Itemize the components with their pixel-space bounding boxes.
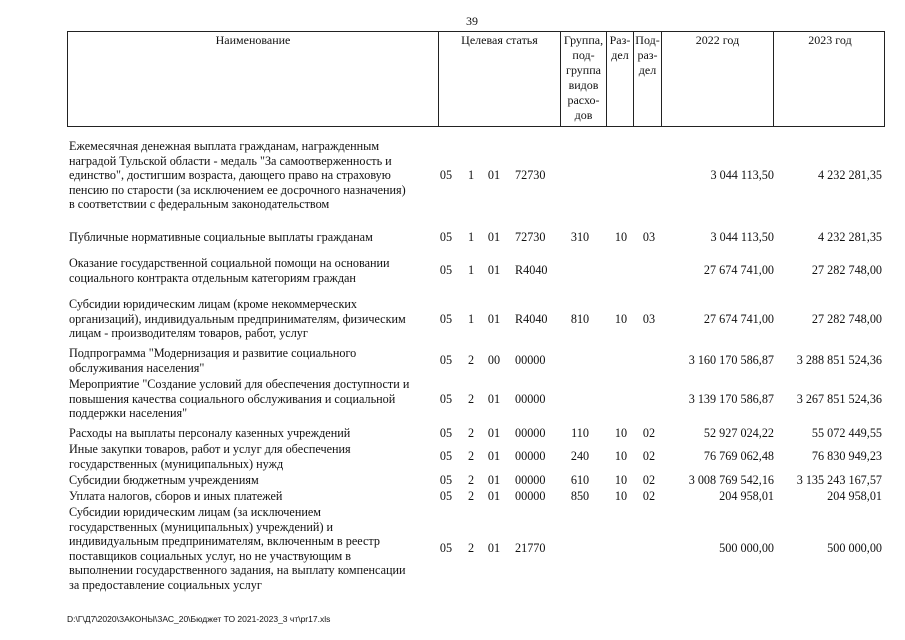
header-name	[68, 32, 439, 126]
cell-code: 00000	[515, 391, 546, 406]
cell-e: 01	[487, 473, 501, 487]
cell-e: 01	[487, 489, 501, 503]
cell-v23: 55 072 449,55	[811, 426, 882, 440]
cell-s: 1	[467, 168, 475, 182]
cell-e: 01	[487, 230, 501, 244]
cell-v23: 204 958,01	[827, 489, 882, 503]
cell-code: 72730	[515, 230, 546, 244]
row-name-line: Ежемесячная денежная выплата гражданам, награжденным	[69, 139, 380, 153]
header-2023	[774, 32, 886, 126]
cell-rz: 10	[614, 426, 628, 440]
row-name	[69, 346, 437, 375]
row-name	[69, 489, 437, 504]
row-name-line: социального контракта отдельным категориям граждан	[69, 270, 356, 285]
header-group	[561, 32, 607, 126]
row-name-line: поставщиков социальных услуг, но не участвующим в	[69, 548, 351, 563]
row-name	[69, 297, 437, 341]
cell-v23: 4 232 281,35	[818, 230, 882, 244]
cell-p: 05	[439, 489, 453, 503]
cell-grp: 310	[570, 230, 590, 244]
cell-s: 1	[467, 311, 475, 326]
cell-v22: 3 139 170 586,87	[688, 391, 774, 406]
cell-e: 01	[487, 541, 501, 556]
cell-p: 05	[439, 391, 453, 406]
cell-e: 01	[487, 168, 501, 182]
cell-s: 2	[467, 353, 475, 368]
row-name	[69, 426, 437, 441]
header-2023-label: 2023 год	[808, 33, 852, 47]
header-target	[439, 32, 561, 126]
row-name-line: Мероприятие "Создание условий для обеспечения доступности и	[69, 377, 410, 391]
row-name-line: государственных (муниципальных) учреждений) и	[69, 519, 334, 534]
cell-prz: 02	[642, 426, 656, 440]
cell-v23: 27 282 748,00	[811, 311, 882, 326]
cell-v22: 3 008 769 542,16	[688, 473, 774, 487]
header-subsection	[634, 32, 662, 126]
row-name-line: за предоставление социальных услуг	[69, 577, 262, 592]
cell-s: 1	[467, 230, 475, 244]
cell-p: 05	[439, 426, 453, 440]
cell-p: 05	[439, 168, 453, 182]
cell-code: 00000	[515, 489, 546, 503]
row-name-line: Уплата налогов, сборов и иных платежей	[69, 489, 283, 503]
cell-e: 01	[487, 311, 501, 326]
cell-rz: 10	[614, 230, 628, 244]
cell-p: 05	[439, 263, 453, 278]
cell-rz: 10	[614, 473, 628, 487]
row-name	[69, 442, 437, 471]
file-path-footer: D:\Г\Д7\2020\ЗАКОНЫ\ЗАС_20\Бюджет ТО 2021-2023_3 чт\pr17.xls	[67, 614, 331, 624]
cell-grp: 850	[570, 489, 590, 503]
row-name-line: обслуживания населения"	[69, 360, 205, 375]
row-name-line: поддержки населения"	[69, 406, 188, 420]
header-2022-label: 2022 год	[695, 33, 740, 47]
cell-v22: 52 927 024,22	[703, 426, 774, 440]
cell-grp: 610	[570, 473, 590, 487]
cell-v23: 3 135 243 167,57	[796, 473, 882, 487]
row-name-line: Публичные нормативные социальные выплаты гражданам	[69, 230, 373, 244]
page-number: 39	[466, 14, 478, 28]
row-name-line: лицам - производителям товаров, работ, услуг	[69, 326, 308, 340]
cell-s: 2	[467, 391, 475, 406]
cell-v22: 27 674 741,00	[703, 311, 774, 326]
row-name-line: организаций), индивидуальным предпринимателям, физическим	[69, 311, 406, 326]
cell-s: 2	[467, 449, 475, 464]
header-subsection-line: раз-	[637, 48, 658, 62]
row-name	[69, 505, 437, 592]
row-name-line: Подпрограмма "Модернизация и развитие социального	[69, 346, 357, 360]
cell-e: 01	[487, 449, 501, 464]
cell-grp: 110	[571, 426, 589, 440]
row-name-line: государственных (муниципальных) нужд	[69, 456, 284, 471]
table-header	[67, 31, 885, 127]
row-name-line: Расходы на выплаты персоналу казенных учреждений	[69, 426, 351, 440]
row-name-line: выполнении государственного задания, на выплату компенсации	[69, 563, 406, 577]
row-name-line: в соответствии с федеральным законодательством	[69, 197, 330, 211]
cell-prz: 02	[642, 473, 656, 487]
cell-s: 1	[467, 263, 475, 278]
cell-p: 05	[439, 230, 453, 244]
cell-v23: 76 830 949,23	[811, 449, 882, 464]
cell-code: R4040	[515, 263, 548, 278]
header-name-label: Наименование	[215, 33, 291, 47]
cell-s: 2	[467, 426, 475, 440]
cell-e: 01	[487, 426, 501, 440]
cell-v22: 3 044 113,50	[710, 230, 774, 244]
cell-v22: 204 958,01	[719, 489, 774, 503]
cell-grp: 810	[570, 311, 590, 326]
header-subsection-line: Под-	[635, 33, 660, 47]
row-name-line: пенсию по старости (за исключением ее досрочного назначения)	[69, 182, 406, 197]
row-name	[69, 256, 437, 285]
cell-p: 05	[439, 311, 453, 326]
cell-rz: 10	[614, 311, 628, 326]
cell-v23: 500 000,00	[827, 541, 882, 556]
cell-code: 00000	[515, 449, 546, 464]
row-name-line: наградой Тульской области - медаль "За самоотверженность и	[69, 153, 392, 168]
cell-v22: 500 000,00	[719, 541, 774, 556]
cell-s: 2	[467, 541, 475, 556]
cell-code: 00000	[515, 353, 546, 368]
cell-v22: 76 769 062,48	[703, 449, 774, 464]
header-group-line: расхо-	[567, 93, 600, 107]
header-target-label: Целевая статья	[461, 33, 538, 47]
row-name-line: Субсидии юридическим лицам (кроме некоммерческих	[69, 297, 357, 311]
cell-code: 00000	[515, 426, 546, 440]
row-name-line: Иные закупки товаров, работ и услуг для обеспечения	[69, 442, 351, 456]
cell-code: R4040	[515, 311, 548, 326]
cell-rz: 10	[614, 449, 628, 464]
row-name-line: повышения качества социального обслуживания и социальной	[69, 391, 396, 406]
cell-e: 00	[487, 353, 501, 368]
row-name-line: Оказание государственной социальной помощи на основании	[69, 256, 390, 270]
row-name-line: единство", достигшим возраста, дающего право на страховую	[69, 168, 391, 182]
cell-s: 2	[467, 473, 475, 487]
cell-rz: 10	[614, 489, 628, 503]
cell-prz: 02	[642, 489, 656, 503]
row-name-line: индивидуальным предпринимателям, включенным в реестр	[69, 534, 380, 548]
row-name	[69, 139, 437, 212]
row-name	[69, 377, 437, 421]
header-section	[607, 32, 634, 126]
cell-s: 2	[467, 489, 475, 503]
row-name	[69, 473, 437, 488]
cell-code: 00000	[515, 473, 546, 487]
header-section-line: Раз-	[609, 33, 631, 47]
cell-grp: 240	[570, 449, 590, 464]
cell-v22: 3 160 170 586,87	[688, 353, 774, 368]
header-group-line: дов	[574, 108, 593, 122]
cell-v23: 3 267 851 524,36	[796, 391, 882, 406]
cell-v22: 3 044 113,50	[710, 168, 774, 182]
cell-p: 05	[439, 353, 453, 368]
header-section-line: дел	[611, 48, 629, 62]
cell-prz: 03	[642, 230, 656, 244]
cell-p: 05	[439, 541, 453, 556]
row-name	[69, 230, 437, 245]
cell-prz: 02	[642, 449, 656, 464]
row-name-line: Субсидии юридическим лицам (за исключением	[69, 505, 321, 519]
cell-code: 72730	[515, 168, 546, 182]
header-group-line: группа	[566, 63, 601, 77]
cell-v22: 27 674 741,00	[703, 263, 774, 278]
cell-p: 05	[439, 449, 453, 464]
cell-v23: 4 232 281,35	[818, 168, 882, 182]
header-group-line: видов	[568, 78, 599, 92]
header-subsection-line: дел	[638, 63, 657, 77]
header-group-line: Группа,	[563, 33, 604, 47]
cell-code: 21770	[515, 541, 546, 556]
row-name-line: Субсидии бюджетным учреждениям	[69, 473, 259, 487]
cell-e: 01	[487, 263, 501, 278]
header-2022	[662, 32, 774, 126]
cell-p: 05	[439, 473, 453, 487]
cell-v23: 27 282 748,00	[811, 263, 882, 278]
cell-v23: 3 288 851 524,36	[796, 353, 882, 368]
cell-e: 01	[487, 391, 501, 406]
cell-prz: 03	[642, 311, 656, 326]
header-group-line: под-	[572, 48, 595, 62]
